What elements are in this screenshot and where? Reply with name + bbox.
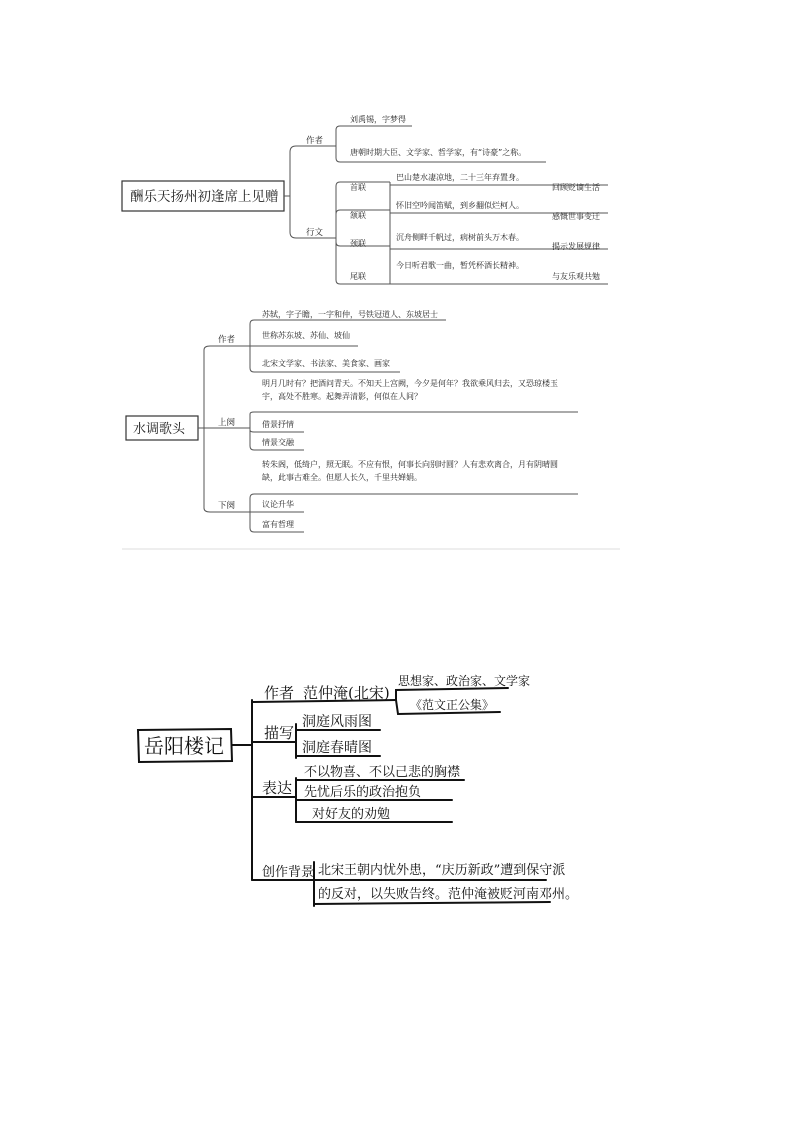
map3-author-work: 《范文正公集》	[410, 698, 495, 712]
map2-lower-item: 议论升华	[262, 500, 294, 509]
map3-author-name: 范仲淹(北宋)	[303, 684, 390, 702]
map1-row-label: 颔联	[350, 211, 366, 220]
map2-author-item: 世称苏东坡、苏仙、坡仙	[262, 331, 350, 340]
map3-express-item: 先忧后乐的政治抱负	[304, 785, 422, 800]
map3-scene-item: 洞庭风雨图	[302, 714, 372, 730]
map2-author-label: 作者	[218, 335, 236, 345]
map1-author-name: 刘禹锡，字梦得	[350, 115, 406, 124]
map1-author-desc: 唐朝时期大臣、文学家、哲学家，有“诗豪”之称。	[350, 148, 527, 157]
map3-express-item: 对好友的劝勉	[312, 807, 391, 822]
map3-background-text: 的反对，以失败告终。范仲淹被贬河南邓州。	[318, 887, 579, 902]
map3-scene-label: 描写	[264, 724, 295, 742]
map1-author-label: 作者	[306, 136, 324, 146]
map3-root-title: 岳阳楼记	[144, 734, 224, 758]
map2-upper-text: 宇，高处不胜寒。起舞弄清影，何似在人间？	[262, 392, 422, 401]
mind-map-3	[138, 673, 578, 906]
map1-row-text: 巴山楚水凄凉地，二十三年弃置身。	[396, 173, 524, 182]
mind-map-1	[122, 114, 608, 284]
map2-upper-item: 借景抒情	[262, 420, 294, 429]
map1-row-text: 怀旧空吟闻笛赋，到乡翻似烂柯人。	[396, 201, 524, 210]
map2-upper-item: 情景交融	[262, 438, 294, 447]
map1-text-label: 行文	[306, 228, 324, 238]
map3-author-label: 作者	[264, 684, 295, 702]
map1-row-note: 揭示发展规律	[552, 242, 600, 251]
map2-lower-text: 缺，此事古难全。但愿人长久，千里共婵娟。	[262, 473, 422, 482]
map2-upper-label: 上阕	[218, 418, 236, 428]
map3-background-text: 北宋王朝内忧外患，“庆历新政”遭到保守派	[318, 863, 566, 878]
map3-express-label: 表达	[262, 779, 293, 797]
map1-row-text: 沉舟侧畔千帆过，病树前头万木春。	[396, 233, 524, 242]
map1-row-note: 回顾贬谪生活	[552, 183, 600, 192]
map2-author-item: 苏轼，字子瞻，一字和仲，号铁冠道人、东坡居士	[262, 310, 438, 319]
map2-author-item: 北宋文学家、书法家、美食家、画家	[262, 359, 390, 368]
map2-lower-label: 下阕	[218, 501, 236, 511]
map2-lower-text: 转朱阁，低绮户，照无眠。不应有恨，何事长向别时圆？人有悲欢离合，月有阴晴圆	[262, 460, 558, 469]
map1-row-text: 今日听君歌一曲，暂凭杯酒长精神。	[396, 261, 524, 270]
map1-row-label: 颈联	[350, 239, 366, 248]
map3-background-label: 创作背景	[262, 865, 315, 880]
map1-root-title: 酬乐天扬州初逢席上见赠	[130, 189, 279, 205]
map3-author-roles: 思想家、政治家、文学家	[398, 674, 531, 688]
map1-row-label: 首联	[350, 183, 366, 192]
map1-row-note: 感慨世事变迁	[552, 212, 600, 221]
map1-row-note: 与友乐观共勉	[552, 272, 600, 281]
map2-root-title: 水调歌头	[133, 422, 186, 437]
map3-scene-item: 洞庭春晴图	[302, 740, 372, 756]
map2-upper-text: 明月几时有？把酒问青天。不知天上宫阙，今夕是何年？我欲乘风归去，又恐琼楼玉	[262, 379, 558, 388]
mind-map-2	[126, 309, 578, 532]
map2-lower-item: 富有哲理	[262, 520, 294, 529]
map3-express-item: 不以物喜、不以己悲的胸襟	[304, 765, 461, 780]
map1-row-label: 尾联	[350, 272, 366, 281]
